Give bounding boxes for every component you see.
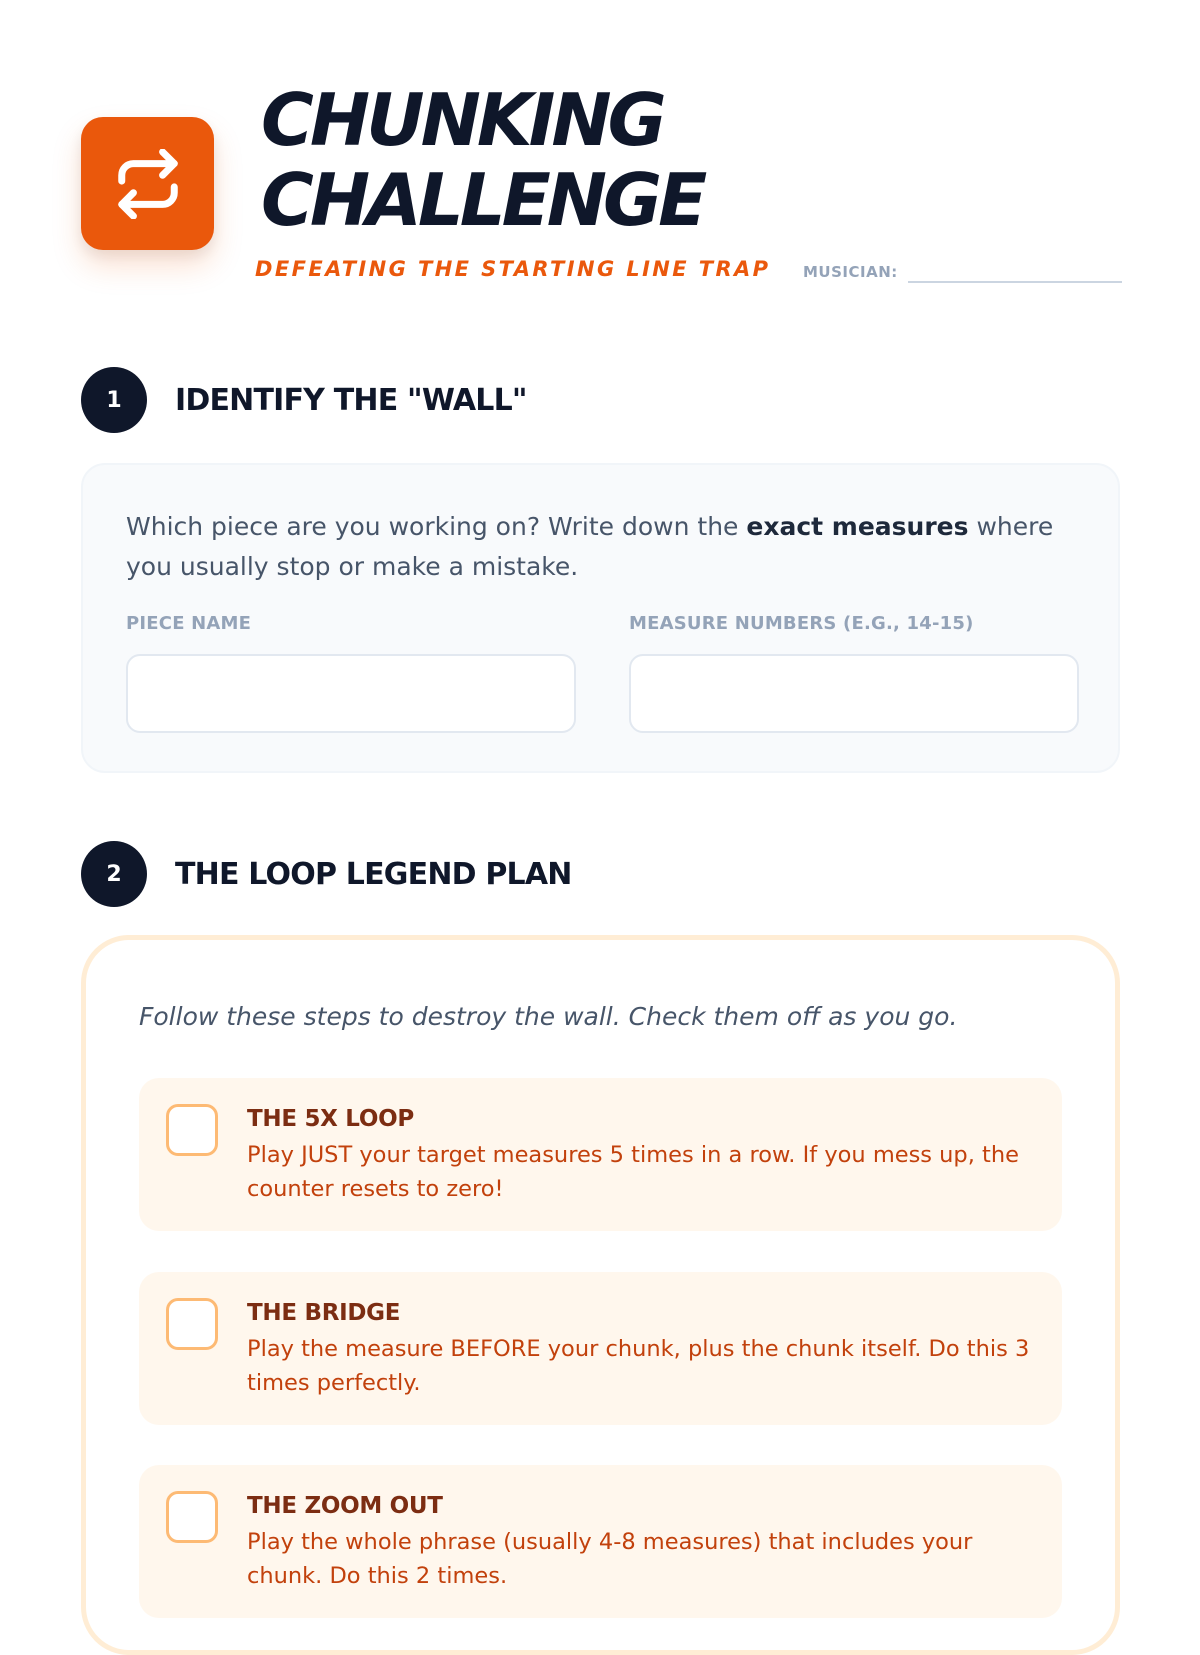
step-title: THE BRIDGE	[247, 1300, 401, 1326]
page-title	[261, 80, 821, 240]
section-2-title: THE LOOP LEGEND PLAN	[175, 856, 572, 892]
musician-label: MUSICIAN:	[803, 263, 898, 281]
step-description: Play the whole phrase (usually 4-8 measures) that includes your chunk. Do this 2 times.	[247, 1529, 973, 1589]
step-checkbox[interactable]	[166, 1104, 218, 1156]
instructions-emphasis: exact measures	[746, 512, 969, 541]
step-item-zoom-out	[139, 1465, 1062, 1618]
loop-legend-card	[81, 935, 1120, 1655]
page-subtitle: DEFEATING THE STARTING LINE TRAP	[255, 257, 771, 281]
step-title: THE 5X LOOP	[247, 1106, 414, 1132]
step-description: Play JUST your target measures 5 times in a row. If you mess up, the counter resets to zero!	[247, 1142, 1019, 1202]
measure-numbers-label: MEASURE NUMBERS (E.G., 14-15)	[629, 613, 974, 634]
piece-name-label: PIECE NAME	[126, 613, 252, 634]
section-2-number-badge: 2	[81, 841, 147, 907]
measure-numbers-input[interactable]	[629, 654, 1079, 733]
step-title: THE ZOOM OUT	[247, 1493, 443, 1519]
repeat-icon-tile	[81, 117, 214, 250]
section-1-title: IDENTIFY THE "WALL"	[175, 382, 527, 418]
repeat-arrows-icon	[113, 149, 183, 219]
step-item-bridge	[139, 1272, 1062, 1425]
step-checkbox[interactable]	[166, 1491, 218, 1543]
step-item-5x-loop	[139, 1078, 1062, 1231]
instructions-text-2: where you usually stop or make a mistake.	[126, 512, 1054, 581]
section-2-heading	[81, 841, 572, 907]
step-description: Play the measure BEFORE your chunk, plus the chunk itself. Do this 3 times perfectly.	[247, 1336, 1030, 1396]
title-line-2: CHALLENGE	[261, 158, 704, 242]
loop-legend-instructions: Follow these steps to destroy the wall. Check them off as you go.	[139, 1002, 958, 1031]
identify-wall-instructions	[126, 507, 1056, 587]
step-checkbox[interactable]	[166, 1298, 218, 1350]
musician-name-line[interactable]	[908, 281, 1122, 283]
piece-name-input[interactable]	[126, 654, 576, 733]
title-line-1: CHUNKING	[261, 78, 663, 162]
identify-wall-card	[81, 463, 1120, 773]
section-1-number-badge: 1	[81, 367, 147, 433]
section-1-heading	[81, 367, 527, 433]
instructions-text-1: Which piece are you working on? Write down the	[126, 512, 747, 541]
